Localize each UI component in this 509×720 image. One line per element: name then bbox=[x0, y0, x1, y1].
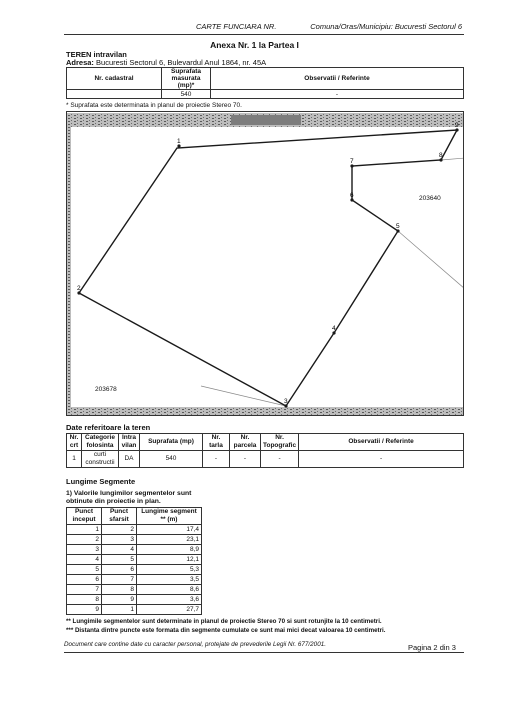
dr-h-tarla: Nr. tarla bbox=[203, 434, 230, 451]
cell-suprafata: 540 bbox=[162, 90, 211, 99]
seg-h-start: Punct inceput bbox=[67, 508, 102, 525]
seg-cell-length: 12,1 bbox=[137, 555, 202, 565]
dr-c-tarla: - bbox=[203, 451, 230, 468]
cadastral-table bbox=[66, 67, 464, 99]
seg-cell-end: 2 bbox=[102, 525, 137, 535]
table-row bbox=[67, 575, 202, 585]
parcel-polygon bbox=[79, 130, 457, 406]
dr-c-categorie: curti constructii bbox=[82, 451, 119, 468]
lungime-title: Lungime Segmente bbox=[66, 477, 136, 486]
map-point-label: 9 bbox=[455, 122, 459, 129]
seg-cell-end: 9 bbox=[102, 595, 137, 605]
footer-disclaimer: Document care contine date cu caracter personal, protejate de prevederile Legii Nr. 677/2001. bbox=[64, 641, 326, 648]
page-header bbox=[64, 20, 464, 35]
dr-c-suprafata: 540 bbox=[140, 451, 203, 468]
neighbour-line-right bbox=[398, 231, 464, 289]
seg-cell-end: 1 bbox=[102, 605, 137, 615]
cell-observatii: - bbox=[211, 90, 464, 99]
lungime-subtitle: 1) Valorile lungimilor segmentelor sunt obtinute din proiectie in plan. bbox=[66, 490, 192, 505]
seg-cell-start: 7 bbox=[67, 585, 102, 595]
seg-h-end: Punct sfarsit bbox=[102, 508, 137, 525]
segment-table bbox=[66, 507, 202, 615]
seg-cell-length: 17,4 bbox=[137, 525, 202, 535]
seg-cell-length: 3,6 bbox=[137, 595, 202, 605]
seg-cell-end: 8 bbox=[102, 585, 137, 595]
map-point-label: 2 bbox=[77, 285, 81, 292]
parcel-map bbox=[66, 111, 464, 416]
neighbour-line-top bbox=[441, 158, 464, 160]
map-point-label: 1 bbox=[177, 138, 181, 145]
map-top-band-center bbox=[231, 115, 301, 125]
map-point-label: 3 bbox=[284, 398, 288, 405]
neighbour-line-bottom bbox=[201, 386, 286, 406]
seg-cell-start: 2 bbox=[67, 535, 102, 545]
map-left-strip bbox=[67, 113, 71, 416]
seg-cell-end: 6 bbox=[102, 565, 137, 575]
table-row bbox=[67, 565, 202, 575]
seg-h-length: Lungime segment ** (m) bbox=[137, 508, 202, 525]
footer-page-number: Pagina 2 din 3 bbox=[408, 643, 456, 652]
table-row bbox=[67, 585, 202, 595]
annex-title: Anexa Nr. 1 la Partea I bbox=[210, 40, 299, 50]
note-stereo: * Suprafata este determinata in planul de proiectie Stereo 70. bbox=[66, 102, 242, 109]
dr-c-nrcrt: 1 bbox=[67, 451, 82, 468]
header-locality: Comuna/Oras/Municipiu: Bucuresti Sectorul 6 bbox=[310, 22, 462, 31]
seg-cell-end: 4 bbox=[102, 545, 137, 555]
date-ref-table bbox=[66, 433, 464, 468]
table-row bbox=[67, 545, 202, 555]
map-bottom-band bbox=[67, 407, 464, 416]
table-row bbox=[67, 555, 202, 565]
seg-cell-start: 3 bbox=[67, 545, 102, 555]
dr-h-nrcrt: Nr. crt bbox=[67, 434, 82, 451]
seg-cell-start: 5 bbox=[67, 565, 102, 575]
dr-c-parcela: - bbox=[230, 451, 261, 468]
address-value: Bucuresti Sectorul 6, Bulevardul Anul 1864, nr. 45A bbox=[96, 58, 267, 67]
note-distanta: *** Distanta dintre puncte este formata din segmente cumulate ce sunt mai mici decat valoarea 10 centimetri. bbox=[66, 627, 386, 634]
map-point-label: 6 bbox=[350, 192, 354, 199]
seg-cell-length: 5,3 bbox=[137, 565, 202, 575]
seg-cell-length: 8,9 bbox=[137, 545, 202, 555]
seg-cell-start: 8 bbox=[67, 595, 102, 605]
dr-h-parcela: Nr. parcela bbox=[230, 434, 261, 451]
seg-cell-start: 6 bbox=[67, 575, 102, 585]
col-suprafata: Suprafata masurata (mp)* bbox=[162, 68, 211, 90]
seg-cell-length: 8,6 bbox=[137, 585, 202, 595]
dr-c-observatii: - bbox=[299, 451, 464, 468]
dr-h-suprafata: Suprafata (mp) bbox=[140, 434, 203, 451]
dr-h-observatii: Observatii / Referinte bbox=[299, 434, 464, 451]
date-ref-title: Date referitoare la teren bbox=[66, 423, 151, 432]
dr-c-intravilan: DA bbox=[119, 451, 140, 468]
seg-cell-start: 1 bbox=[67, 525, 102, 535]
seg-cell-length: 3,5 bbox=[137, 575, 202, 585]
table-row bbox=[67, 525, 202, 535]
table-row bbox=[67, 595, 202, 605]
dr-h-intravilan: Intra vilan bbox=[119, 434, 140, 451]
map-drawing bbox=[67, 112, 464, 416]
map-point-label: 7 bbox=[350, 158, 354, 165]
seg-cell-start: 9 bbox=[67, 605, 102, 615]
dr-h-topografic: Nr. Topografic bbox=[261, 434, 299, 451]
page-footer bbox=[64, 640, 464, 653]
table-row bbox=[67, 605, 202, 615]
header-carte-funciara: CARTE FUNCIARA NR. bbox=[196, 22, 277, 31]
map-point-label: 5 bbox=[396, 223, 400, 230]
seg-cell-end: 3 bbox=[102, 535, 137, 545]
col-observatii: Observatii / Referinte bbox=[211, 68, 464, 90]
note-lungimi: ** Lungimile segmentelor sunt determinate in planul de proiectie Stereo 70 si sunt rotunjite la 10 centimetri. bbox=[66, 618, 382, 625]
map-point-label: 8 bbox=[439, 152, 443, 159]
col-cadastral: Nr. cadastral bbox=[67, 68, 162, 90]
address-label: Adresa: bbox=[66, 58, 94, 67]
map-point-label: 4 bbox=[332, 325, 336, 332]
cell-cadastral bbox=[67, 90, 162, 99]
dr-h-categorie: Categorie folosinta bbox=[82, 434, 119, 451]
address-line bbox=[66, 58, 266, 67]
map-neighbour-label: 203640 bbox=[419, 195, 441, 202]
seg-cell-start: 4 bbox=[67, 555, 102, 565]
table-row bbox=[67, 535, 202, 545]
seg-cell-end: 5 bbox=[102, 555, 137, 565]
seg-cell-end: 7 bbox=[102, 575, 137, 585]
dr-c-topografic: - bbox=[261, 451, 299, 468]
seg-cell-length: 23,1 bbox=[137, 535, 202, 545]
map-neighbour-label-2: 203678 bbox=[95, 386, 117, 393]
seg-cell-length: 27,7 bbox=[137, 605, 202, 615]
teren-title: TEREN intravilan bbox=[66, 50, 127, 59]
